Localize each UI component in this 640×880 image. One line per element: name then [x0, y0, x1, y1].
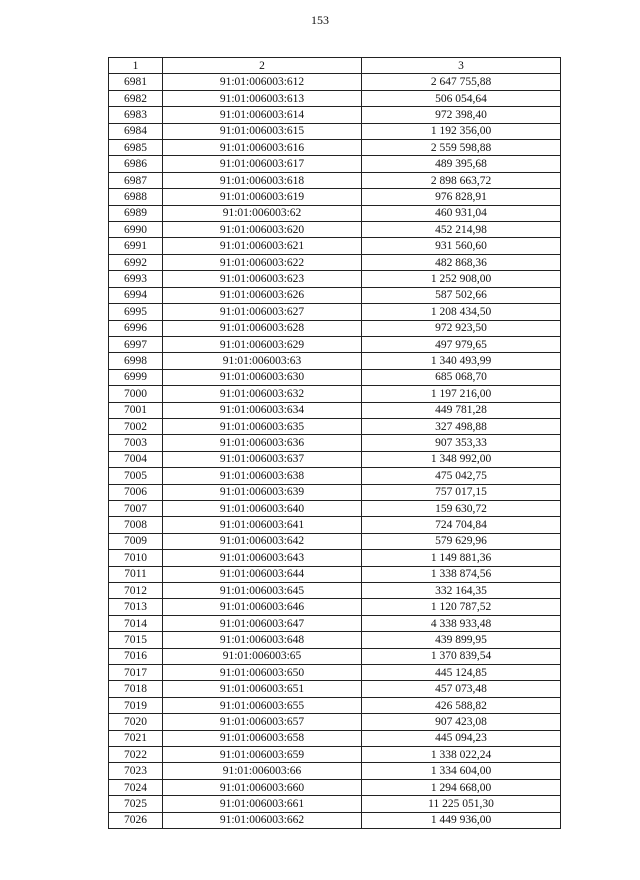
table-row — [109, 451, 561, 467]
cadastral-number-cell: 91:01:006003:618 — [163, 172, 362, 188]
table-row — [109, 697, 561, 713]
row-number-cell: 7008 — [109, 517, 163, 533]
row-number-cell: 7010 — [109, 550, 163, 566]
cadastral-value-cell: 1 338 874,56 — [362, 566, 561, 582]
table-body — [109, 74, 561, 829]
row-number-cell: 6999 — [109, 369, 163, 385]
cadastral-number-cell: 91:01:006003:634 — [163, 402, 362, 418]
row-number-cell: 6994 — [109, 287, 163, 303]
cadastral-number-cell: 91:01:006003:623 — [163, 271, 362, 287]
cadastral-number-cell: 91:01:006003:659 — [163, 747, 362, 763]
column-header-1: 1 — [109, 58, 163, 74]
row-number-cell: 6998 — [109, 353, 163, 369]
cadastral-value-cell: 976 828,91 — [362, 189, 561, 205]
cadastral-number-cell: 91:01:006003:645 — [163, 583, 362, 599]
cadastral-value-cell: 1 338 022,24 — [362, 747, 561, 763]
row-number-cell: 7003 — [109, 435, 163, 451]
table-row — [109, 304, 561, 320]
row-number-cell: 7007 — [109, 500, 163, 516]
row-number-cell: 6992 — [109, 254, 163, 270]
cadastral-value-cell: 757 017,15 — [362, 484, 561, 500]
table-row — [109, 500, 561, 516]
table-row — [109, 189, 561, 205]
row-number-cell: 6997 — [109, 336, 163, 352]
cadastral-number-cell: 91:01:006003:662 — [163, 812, 362, 828]
table-row — [109, 796, 561, 812]
cadastral-number-cell: 91:01:006003:661 — [163, 796, 362, 812]
row-number-cell: 7016 — [109, 648, 163, 664]
cadastral-value-cell: 332 164,35 — [362, 583, 561, 599]
column-header-2: 2 — [163, 58, 362, 74]
cadastral-number-cell: 91:01:006003:620 — [163, 222, 362, 238]
cadastral-value-cell: 1 149 881,36 — [362, 550, 561, 566]
table-row — [109, 369, 561, 385]
table-row — [109, 123, 561, 139]
row-number-cell: 7017 — [109, 665, 163, 681]
row-number-cell: 7004 — [109, 451, 163, 467]
cadastral-number-cell: 91:01:006003:637 — [163, 451, 362, 467]
cadastral-number-cell: 91:01:006003:63 — [163, 353, 362, 369]
row-number-cell: 6983 — [109, 107, 163, 123]
cadastral-number-cell: 91:01:006003:651 — [163, 681, 362, 697]
table-row — [109, 140, 561, 156]
table-row — [109, 156, 561, 172]
table-row — [109, 615, 561, 631]
cadastral-value-cell: 506 054,64 — [362, 90, 561, 106]
cadastral-value-cell: 445 124,85 — [362, 665, 561, 681]
row-number-cell: 7015 — [109, 632, 163, 648]
row-number-cell: 6989 — [109, 205, 163, 221]
cadastral-number-cell: 91:01:006003:619 — [163, 189, 362, 205]
cadastral-value-cell: 1 208 434,50 — [362, 304, 561, 320]
cadastral-value-cell: 1 120 787,52 — [362, 599, 561, 615]
cadastral-number-cell: 91:01:006003:66 — [163, 763, 362, 779]
cadastral-value-cell: 1 334 604,00 — [362, 763, 561, 779]
cadastral-value-cell: 327 498,88 — [362, 418, 561, 434]
cadastral-number-cell: 91:01:006003:640 — [163, 500, 362, 516]
cadastral-value-cell: 489 395,68 — [362, 156, 561, 172]
table-row — [109, 386, 561, 402]
table-row — [109, 418, 561, 434]
cadastral-value-cell: 907 353,33 — [362, 435, 561, 451]
cadastral-number-cell: 91:01:006003:622 — [163, 254, 362, 270]
table-row — [109, 779, 561, 795]
cadastral-value-cell: 1 192 356,00 — [362, 123, 561, 139]
row-number-cell: 7005 — [109, 468, 163, 484]
row-number-cell: 6990 — [109, 222, 163, 238]
row-number-cell: 7021 — [109, 730, 163, 746]
row-number-cell: 7002 — [109, 418, 163, 434]
cadastral-number-cell: 91:01:006003:621 — [163, 238, 362, 254]
cadastral-number-cell: 91:01:006003:614 — [163, 107, 362, 123]
cadastral-value-cell: 1 348 992,00 — [362, 451, 561, 467]
row-number-cell: 7026 — [109, 812, 163, 828]
row-number-cell: 6982 — [109, 90, 163, 106]
cadastral-value-cell: 1 340 493,99 — [362, 353, 561, 369]
cadastral-number-cell: 91:01:006003:635 — [163, 418, 362, 434]
table-row — [109, 271, 561, 287]
row-number-cell: 6981 — [109, 74, 163, 90]
row-number-cell: 6996 — [109, 320, 163, 336]
table-row — [109, 714, 561, 730]
table-row — [109, 320, 561, 336]
cadastral-value-cell: 724 704,84 — [362, 517, 561, 533]
row-number-cell: 7025 — [109, 796, 163, 812]
cadastral-number-cell: 91:01:006003:615 — [163, 123, 362, 139]
cadastral-number-cell: 91:01:006003:643 — [163, 550, 362, 566]
table-row — [109, 583, 561, 599]
cadastral-number-cell: 91:01:006003:612 — [163, 74, 362, 90]
table-row — [109, 205, 561, 221]
table-row — [109, 533, 561, 549]
table-row — [109, 435, 561, 451]
cadastral-number-cell: 91:01:006003:657 — [163, 714, 362, 730]
cadastral-value-cell: 449 781,28 — [362, 402, 561, 418]
cadastral-value-cell: 482 868,36 — [362, 254, 561, 270]
row-number-cell: 7006 — [109, 484, 163, 500]
cadastral-value-cell: 457 073,48 — [362, 681, 561, 697]
cadastral-number-cell: 91:01:006003:632 — [163, 386, 362, 402]
cadastral-value-cell: 1 252 908,00 — [362, 271, 561, 287]
table-row — [109, 681, 561, 697]
row-number-cell: 7018 — [109, 681, 163, 697]
table-row — [109, 648, 561, 664]
row-number-cell: 7014 — [109, 615, 163, 631]
table-row — [109, 599, 561, 615]
row-number-cell: 6995 — [109, 304, 163, 320]
table-row — [109, 90, 561, 106]
cadastral-number-cell: 91:01:006003:616 — [163, 140, 362, 156]
row-number-cell: 7022 — [109, 747, 163, 763]
cadastral-number-cell: 91:01:006003:648 — [163, 632, 362, 648]
cadastral-value-cell: 452 214,98 — [362, 222, 561, 238]
cadastral-value-cell: 2 647 755,88 — [362, 74, 561, 90]
table-row — [109, 222, 561, 238]
table-row — [109, 336, 561, 352]
cadastral-number-cell: 91:01:006003:629 — [163, 336, 362, 352]
cadastral-value-cell: 475 042,75 — [362, 468, 561, 484]
cadastral-value-cell: 445 094,23 — [362, 730, 561, 746]
cadastral-value-cell: 4 338 933,48 — [362, 615, 561, 631]
cadastral-value-cell: 587 502,66 — [362, 287, 561, 303]
cadastral-value-cell: 1 449 936,00 — [362, 812, 561, 828]
cadastral-value-cell: 579 629,96 — [362, 533, 561, 549]
cadastral-value-cell: 11 225 051,30 — [362, 796, 561, 812]
cadastral-number-cell: 91:01:006003:628 — [163, 320, 362, 336]
cadastral-number-cell: 91:01:006003:636 — [163, 435, 362, 451]
table-row — [109, 484, 561, 500]
cadastral-number-cell: 91:01:006003:641 — [163, 517, 362, 533]
cadastral-value-cell: 931 560,60 — [362, 238, 561, 254]
cadastral-value-cell: 1 294 668,00 — [362, 779, 561, 795]
row-number-cell: 7019 — [109, 697, 163, 713]
row-number-cell: 6985 — [109, 140, 163, 156]
row-number-cell: 7011 — [109, 566, 163, 582]
cadastral-number-cell: 91:01:006003:660 — [163, 779, 362, 795]
cadastral-number-cell: 91:01:006003:650 — [163, 665, 362, 681]
table-row — [109, 812, 561, 828]
cadastral-value-cell: 439 899,95 — [362, 632, 561, 648]
cadastral-value-cell: 426 588,82 — [362, 697, 561, 713]
table-row — [109, 172, 561, 188]
cadastral-value-cell: 460 931,04 — [362, 205, 561, 221]
cadastral-value-table — [108, 57, 561, 829]
table-row — [109, 566, 561, 582]
cadastral-number-cell: 91:01:006003:646 — [163, 599, 362, 615]
row-number-cell: 7001 — [109, 402, 163, 418]
row-number-cell: 6984 — [109, 123, 163, 139]
table-row — [109, 763, 561, 779]
cadastral-number-cell: 91:01:006003:65 — [163, 648, 362, 664]
page-number: 153 — [311, 13, 329, 27]
cadastral-value-cell: 2 898 663,72 — [362, 172, 561, 188]
table-row — [109, 402, 561, 418]
cadastral-number-cell: 91:01:006003:658 — [163, 730, 362, 746]
cadastral-value-cell: 907 423,08 — [362, 714, 561, 730]
cadastral-number-cell: 91:01:006003:627 — [163, 304, 362, 320]
cadastral-number-cell: 91:01:006003:630 — [163, 369, 362, 385]
cadastral-number-cell: 91:01:006003:655 — [163, 697, 362, 713]
row-number-cell: 7012 — [109, 583, 163, 599]
cadastral-value-cell: 497 979,65 — [362, 336, 561, 352]
row-number-cell: 6986 — [109, 156, 163, 172]
row-number-cell: 7020 — [109, 714, 163, 730]
table-row — [109, 747, 561, 763]
table-row — [109, 632, 561, 648]
row-number-cell: 7013 — [109, 599, 163, 615]
row-number-cell: 6988 — [109, 189, 163, 205]
cadastral-number-cell: 91:01:006003:642 — [163, 533, 362, 549]
row-number-cell: 7024 — [109, 779, 163, 795]
table-row — [109, 517, 561, 533]
cadastral-number-cell: 91:01:006003:613 — [163, 90, 362, 106]
cadastral-value-cell: 685 068,70 — [362, 369, 561, 385]
table-row — [109, 353, 561, 369]
cadastral-value-cell: 972 923,50 — [362, 320, 561, 336]
table-row — [109, 468, 561, 484]
cadastral-number-cell: 91:01:006003:647 — [163, 615, 362, 631]
cadastral-number-cell: 91:01:006003:617 — [163, 156, 362, 172]
table-row — [109, 287, 561, 303]
row-number-cell: 6987 — [109, 172, 163, 188]
table-row — [109, 254, 561, 270]
table-row — [109, 665, 561, 681]
table-row — [109, 730, 561, 746]
cadastral-number-cell: 91:01:006003:644 — [163, 566, 362, 582]
cadastral-number-cell: 91:01:006003:639 — [163, 484, 362, 500]
cadastral-value-cell: 159 630,72 — [362, 500, 561, 516]
cadastral-number-cell: 91:01:006003:626 — [163, 287, 362, 303]
row-number-cell: 7023 — [109, 763, 163, 779]
row-number-cell: 7000 — [109, 386, 163, 402]
row-number-cell: 6993 — [109, 271, 163, 287]
cadastral-number-cell: 91:01:006003:638 — [163, 468, 362, 484]
column-header-3: 3 — [362, 58, 561, 74]
cadastral-value-cell: 2 559 598,88 — [362, 140, 561, 156]
cadastral-number-cell: 91:01:006003:62 — [163, 205, 362, 221]
table-row — [109, 107, 561, 123]
table-row — [109, 74, 561, 90]
cadastral-value-cell: 1 370 839,54 — [362, 648, 561, 664]
table-header-row — [109, 58, 561, 74]
row-number-cell: 7009 — [109, 533, 163, 549]
cadastral-value-cell: 972 398,40 — [362, 107, 561, 123]
cadastral-value-cell: 1 197 216,00 — [362, 386, 561, 402]
table-row — [109, 550, 561, 566]
row-number-cell: 6991 — [109, 238, 163, 254]
table-row — [109, 238, 561, 254]
